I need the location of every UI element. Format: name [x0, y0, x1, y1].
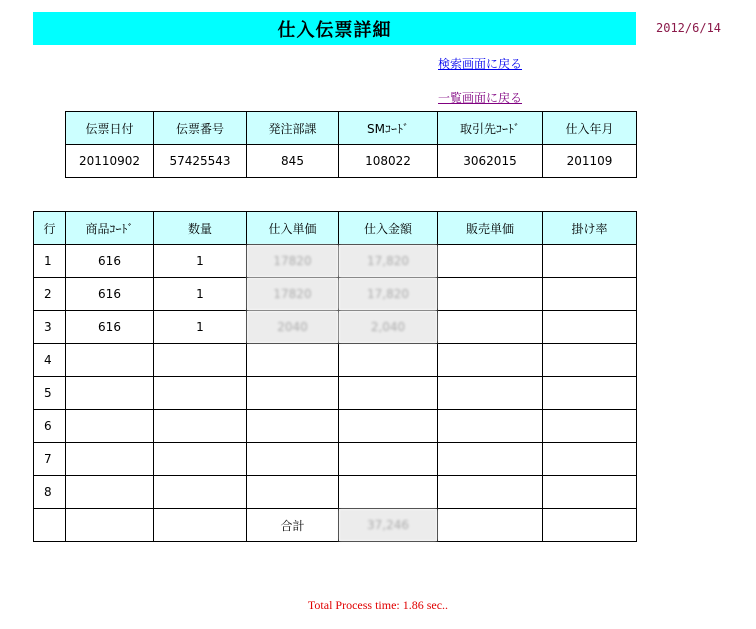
total-empty-cell — [66, 509, 154, 542]
sale-price-cell — [438, 344, 543, 377]
col-line: 行 — [34, 212, 66, 245]
col-supplier-code: 取引先ｺｰﾄﾞ — [438, 112, 543, 145]
slip-date-value: 20110902 — [66, 145, 154, 178]
items-header-row — [34, 212, 637, 245]
line-number-cell: 3 — [34, 311, 66, 344]
table-row — [34, 377, 637, 410]
table-row — [34, 311, 637, 344]
unit-cost-cell — [247, 443, 339, 476]
unit-cost-cell: 2040 — [247, 311, 339, 344]
rate-cell — [543, 377, 637, 410]
total-amount-value: 37,246 — [339, 509, 438, 542]
rate-cell — [543, 245, 637, 278]
product-code-cell — [66, 410, 154, 443]
cost-amount-cell: 2,040 — [339, 311, 438, 344]
quantity-cell — [154, 410, 247, 443]
product-code-cell: 616 — [66, 245, 154, 278]
quantity-cell — [154, 476, 247, 509]
quantity-cell: 1 — [154, 311, 247, 344]
current-date: 2012/6/14 — [656, 21, 722, 35]
line-number-cell: 1 — [34, 245, 66, 278]
unit-cost-cell: 17820 — [247, 245, 339, 278]
total-label: 合計 — [247, 509, 339, 542]
total-row — [34, 509, 637, 542]
quantity-cell: 1 — [154, 245, 247, 278]
purchase-month-value: 201109 — [543, 145, 637, 178]
sale-price-cell — [438, 278, 543, 311]
process-time: Total Process time: 1.86 sec.. — [307, 598, 449, 612]
product-code-cell — [66, 443, 154, 476]
page-title-bar — [33, 12, 636, 45]
table-row — [34, 278, 637, 311]
sale-price-cell — [438, 245, 543, 278]
cost-amount-cell — [339, 410, 438, 443]
line-number-cell: 2 — [34, 278, 66, 311]
sale-price-cell — [438, 311, 543, 344]
sale-price-cell — [438, 410, 543, 443]
cost-amount-cell: 17,820 — [339, 245, 438, 278]
order-dept-value: 845 — [247, 145, 339, 178]
total-empty-cell — [438, 509, 543, 542]
total-empty-cell — [543, 509, 637, 542]
total-empty-cell — [154, 509, 247, 542]
col-cost-amount: 仕入金額 — [339, 212, 438, 245]
product-code-cell — [66, 476, 154, 509]
col-sale-price: 販売単価 — [438, 212, 543, 245]
unit-cost-cell — [247, 344, 339, 377]
cost-amount-cell: 17,820 — [339, 278, 438, 311]
slip-number-value: 57425543 — [154, 145, 247, 178]
unit-cost-cell — [247, 377, 339, 410]
quantity-cell — [154, 377, 247, 410]
rate-cell — [543, 278, 637, 311]
product-code-cell — [66, 344, 154, 377]
line-number-cell: 7 — [34, 443, 66, 476]
back-to-list-link[interactable]: 一覧画面に戻る — [438, 91, 523, 105]
table-row — [34, 443, 637, 476]
unit-cost-cell — [247, 476, 339, 509]
items-body — [34, 245, 637, 509]
col-slip-date: 伝票日付 — [66, 112, 154, 145]
quantity-cell: 1 — [154, 278, 247, 311]
rate-cell — [543, 344, 637, 377]
quantity-cell — [154, 344, 247, 377]
page-title: 仕入伝票詳細 — [277, 19, 392, 41]
cost-amount-cell — [339, 443, 438, 476]
line-number-cell: 5 — [34, 377, 66, 410]
col-order-dept: 発注部課 — [247, 112, 339, 145]
supplier-code-value: 3062015 — [438, 145, 543, 178]
slip-header-table — [65, 111, 637, 178]
items-table — [33, 211, 637, 542]
col-rate: 掛け率 — [543, 212, 637, 245]
rate-cell — [543, 410, 637, 443]
table-row — [34, 476, 637, 509]
unit-cost-cell — [247, 410, 339, 443]
slip-header-row — [66, 112, 637, 145]
unit-cost-cell: 17820 — [247, 278, 339, 311]
table-row — [34, 245, 637, 278]
line-number-cell: 8 — [34, 476, 66, 509]
slip-values-row — [66, 145, 637, 178]
cost-amount-cell — [339, 344, 438, 377]
col-unit-cost: 仕入単価 — [247, 212, 339, 245]
table-row — [34, 410, 637, 443]
col-sm-code: SMｺｰﾄﾞ — [339, 112, 438, 145]
rate-cell — [543, 311, 637, 344]
quantity-cell — [154, 443, 247, 476]
sale-price-cell — [438, 476, 543, 509]
line-number-cell: 6 — [34, 410, 66, 443]
rate-cell — [543, 476, 637, 509]
col-slip-number: 伝票番号 — [154, 112, 247, 145]
sale-price-cell — [438, 443, 543, 476]
sale-price-cell — [438, 377, 543, 410]
rate-cell — [543, 443, 637, 476]
sm-code-value: 108022 — [339, 145, 438, 178]
col-purchase-month: 仕入年月 — [543, 112, 637, 145]
col-quantity: 数量 — [154, 212, 247, 245]
col-product-code: 商品ｺｰﾄﾞ — [66, 212, 154, 245]
line-number-cell: 4 — [34, 344, 66, 377]
cost-amount-cell — [339, 476, 438, 509]
product-code-cell — [66, 377, 154, 410]
product-code-cell: 616 — [66, 311, 154, 344]
back-to-search-link[interactable]: 検索画面に戻る — [438, 57, 523, 71]
table-row — [34, 344, 637, 377]
product-code-cell: 616 — [66, 278, 154, 311]
cost-amount-cell — [339, 377, 438, 410]
total-empty-cell — [34, 509, 66, 542]
